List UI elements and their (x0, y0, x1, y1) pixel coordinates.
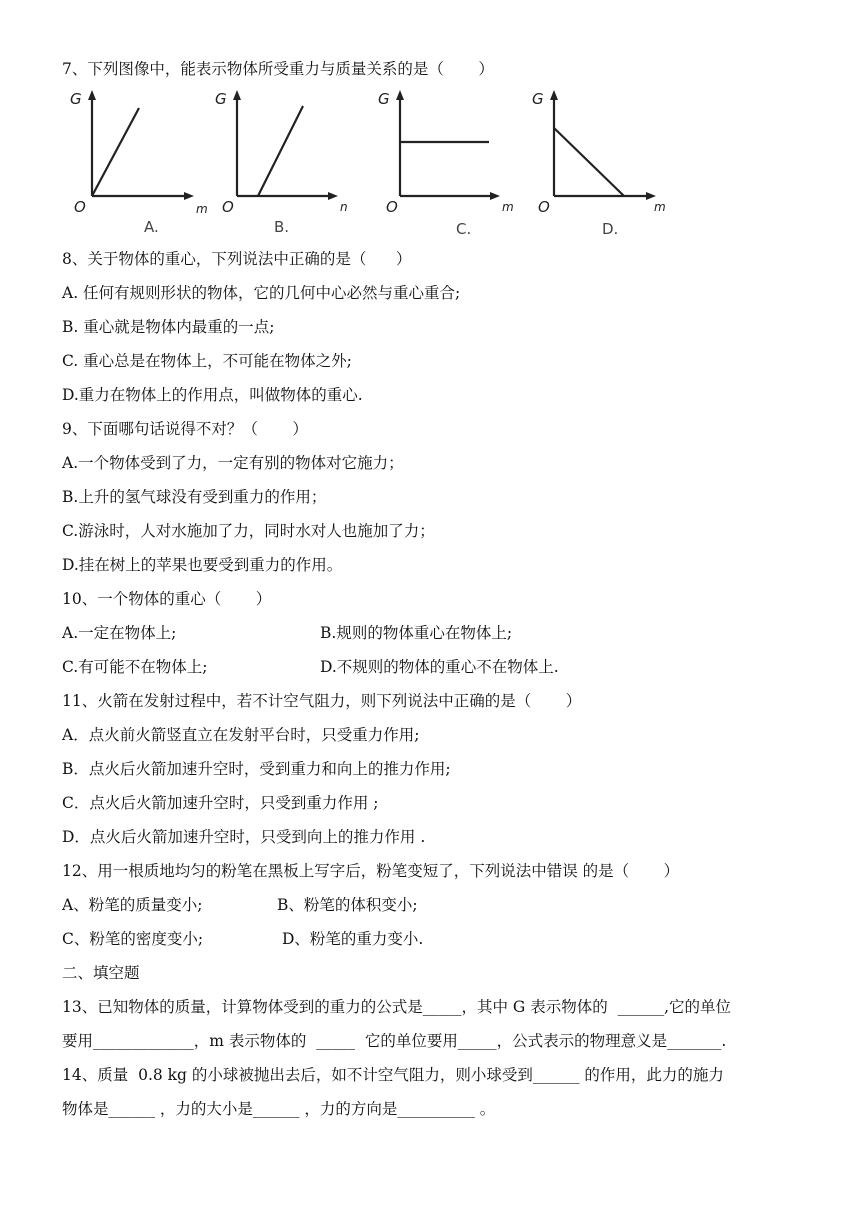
graph-b-origin: O (222, 198, 234, 216)
q12-stem: 12、用一根质地均匀的粉笔在黑板上写字后，粉笔变短了，下列说法中错误 的是（ ） (62, 862, 680, 880)
graph-d (528, 88, 668, 240)
q8-option-b: B. 重心就是物体内最重的一点; (62, 318, 275, 336)
q12-option-c: C、粉笔的密度变小; (62, 930, 204, 948)
q9-option-d: D.挂在树上的苹果也要受到重力的作用。 (62, 556, 343, 574)
graph-d-origin: O (538, 198, 550, 216)
section-heading-fill-in: 二、填空题 (62, 964, 140, 982)
graph-d-plot (528, 88, 668, 240)
graph-b-x-label: n (340, 200, 348, 214)
graph-d-line (554, 128, 624, 196)
q11-option-a: A．点火前火箭竖直立在发射平台时，只受重力作用; (62, 726, 420, 744)
graph-d-y-label: G (532, 90, 544, 108)
q14-line-1: 14、质量 0.8 kg 的小球被抛出去后，如不计空气阻力，则小球受到______ 的作用，此力的施力 (62, 1066, 724, 1084)
q7-stem: 7、下列图像中，能表示物体所受重力与质量关系的是（ ） (62, 60, 494, 78)
graph-c-x-label: m (502, 200, 514, 214)
graph-a-caption: A. (144, 218, 159, 236)
q12-option-a: A、粉笔的质量变小; (62, 896, 203, 914)
graph-b-caption: B. (274, 218, 290, 236)
graph-b-y-label: G (215, 90, 227, 108)
graph-c (374, 88, 514, 240)
graph-c-plot (374, 88, 514, 240)
graph-a-y-label: G (70, 90, 82, 108)
graph-b (210, 88, 350, 240)
graph-d-x-label: m (654, 200, 666, 214)
graph-c-caption: C. (456, 220, 472, 238)
graph-c-origin: O (386, 198, 398, 216)
q10-option-d: D.不规则的物体的重心不在物体上. (320, 658, 559, 676)
q8-stem: 8、关于物体的重心，下列说法中正确的是（ ） (62, 250, 412, 268)
q8-option-d: D.重力在物体上的作用点，叫做物体的重心. (62, 386, 363, 404)
q12-option-b: B、粉笔的体积变小; (277, 896, 418, 914)
graph-b-line (258, 106, 303, 196)
graph-d-caption: D. (602, 220, 619, 238)
q11-option-d: D．点火后火箭加速升空时，只受到向上的推力作用 . (62, 828, 426, 846)
q8-option-c: C. 重心总是在物体上，不可能在物体之外; (62, 352, 352, 370)
graph-c-y-label: G (378, 90, 390, 108)
graph-a-x-label: m (196, 202, 208, 216)
q9-option-c: C.游泳时，人对水施加了力，同时水对人也施加了力； (62, 522, 435, 540)
q7-graphs (62, 88, 682, 240)
q14-line-2: 物体是______ ，力的大小是______ ，力的方向是__________ 。 (62, 1100, 496, 1118)
q11-option-c: C．点火后火箭加速升空时，只受到重力作用 ; (62, 794, 379, 812)
q9-option-a: A.一个物体受到了力，一定有别的物体对它施力； (62, 454, 404, 472)
q13-line-1: 13、已知物体的质量，计算物体受到的重力的公式是_____，其中 G 表示物体的 ______,它的单位 (62, 998, 731, 1016)
q10-option-a: A.一定在物体上; (62, 624, 177, 642)
q11-option-b: B．点火后火箭加速升空时，受到重力和向上的推力作用; (62, 760, 451, 778)
graph-a-plot (62, 88, 202, 240)
q8-option-a: A. 任何有规则形状的物体，它的几何中心必然与重心重合; (62, 284, 461, 302)
q10-option-b: B.规则的物体重心在物体上; (320, 624, 513, 642)
q10-stem: 10、一个物体的重心（ ） (62, 590, 272, 608)
q10-option-c: C.有可能不在物体上; (62, 658, 208, 676)
q12-option-d: D、粉笔的重力变小. (282, 930, 424, 948)
graph-a-line (92, 108, 139, 196)
q11-stem: 11、火箭在发射过程中，若不计空气阻力，则下列说法中正确的是（ ） (62, 692, 582, 710)
q9-stem: 9、下面哪句话说得不对？（ ） (62, 420, 308, 438)
q9-option-b: B.上升的氢气球没有受到重力的作用； (62, 488, 327, 506)
q13-line-2: 要用_____________，m 表示物体的 _____ 它的单位要用_____，公式表示的物理意义是_______. (62, 1032, 727, 1050)
graph-a-origin: O (74, 198, 86, 216)
graph-a (62, 88, 208, 240)
